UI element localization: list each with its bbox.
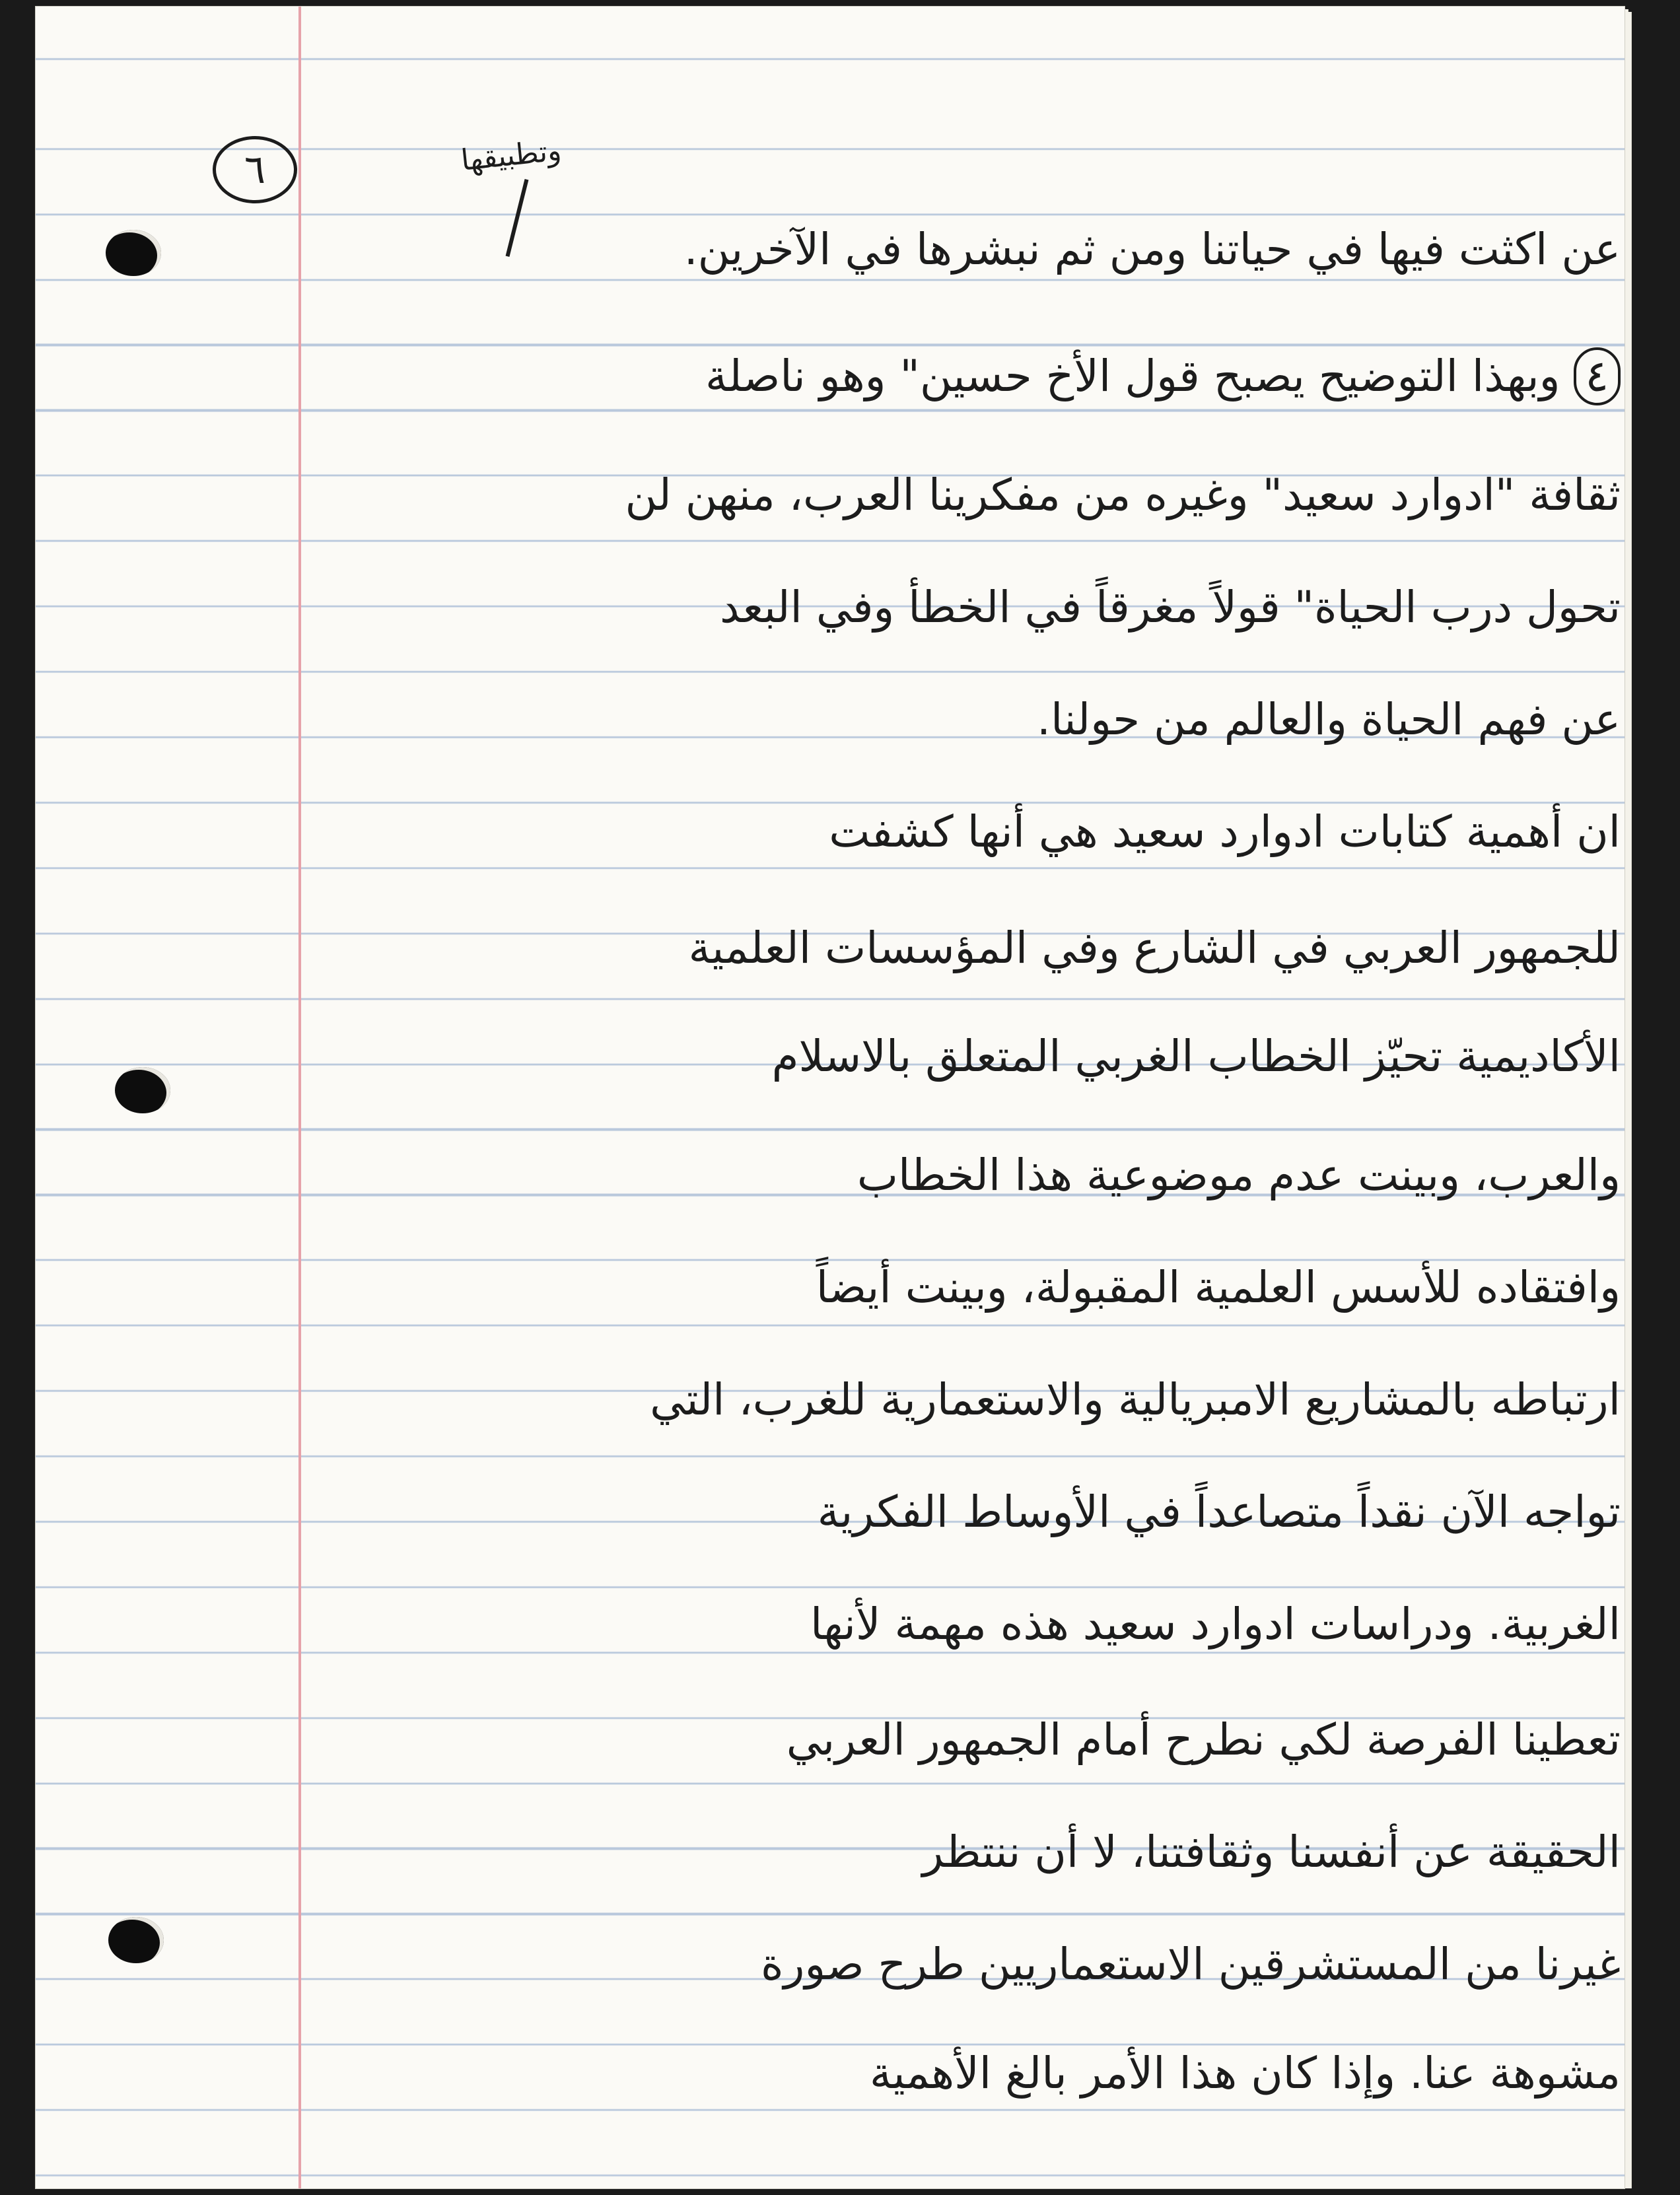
lined-paper-page — [36, 7, 1625, 2188]
text-line-10: وافتقاده للأسس العلمية المقبولة، وبينت أيضاً — [816, 1262, 1621, 1313]
insertion-note: وتطبيقها — [459, 133, 563, 178]
text-line-2-content: وبهذا التوضيح يصبح قول الأخ حسين" وهو ناصلة — [705, 351, 1560, 401]
text-line-4: تحول درب الحياة" قولاً مغرقاً في الخطأ وفي البعد — [720, 582, 1621, 633]
text-line-3: ثقافة "ادوارد سعيد" وغيره من مفكرينا العرب، منهن لن — [625, 470, 1621, 520]
page-number: ٦ — [213, 136, 297, 203]
text-line-14: تعطينا الفرصة لكي نطرح أمام الجمهور العربي — [786, 1714, 1621, 1765]
text-line-5: عن فهم الحياة والعالم من حولنا. — [1037, 694, 1621, 745]
text-line-11: ارتباطه بالمشاريع الامبريالية والاستعمارية للغرب، التي — [650, 1374, 1621, 1425]
text-line-13: الغربية. ودراسات ادوارد سعيد هذه مهمة لأنها — [810, 1599, 1621, 1650]
text-line-16: غيرنا من المستشرقين الاستعماريين طرح صورة — [760, 1939, 1621, 1990]
text-line-1: عن اكثت فيها في حياتنا ومن ثم نبشرها في الآخرين. — [683, 224, 1621, 275]
text-line-2 — [201, 343, 1621, 409]
punch-hole-bottom — [108, 1917, 164, 1963]
text-line-6: ان أهمية كتابات ادوارد سعيد هي أنها كشفت — [829, 806, 1621, 857]
text-line-12: تواجه الآن نقداً متصاعداً في الأوساط الفكرية — [817, 1486, 1621, 1537]
text-line-8: الأكاديمية تحيّز الخطاب الغربي المتعلق بالاسلام — [771, 1031, 1621, 1082]
section-number: ٤ — [1574, 347, 1621, 405]
punch-hole-middle — [115, 1067, 170, 1113]
text-line-15: الحقيقة عن أنفسنا وثقافتنا، لا أن ننتظر — [922, 1827, 1621, 1877]
text-line-7: للجمهور العربي في الشارع وفي المؤسسات العلمية — [688, 923, 1621, 973]
text-line-9: والعرب، وبينت عدم موضوعية هذا الخطاب — [857, 1150, 1621, 1201]
text-line-17: مشوهة عنا. وإذا كان هذا الأمر بالغ الأهمية — [869, 2048, 1621, 2099]
punch-hole-top — [106, 230, 161, 276]
